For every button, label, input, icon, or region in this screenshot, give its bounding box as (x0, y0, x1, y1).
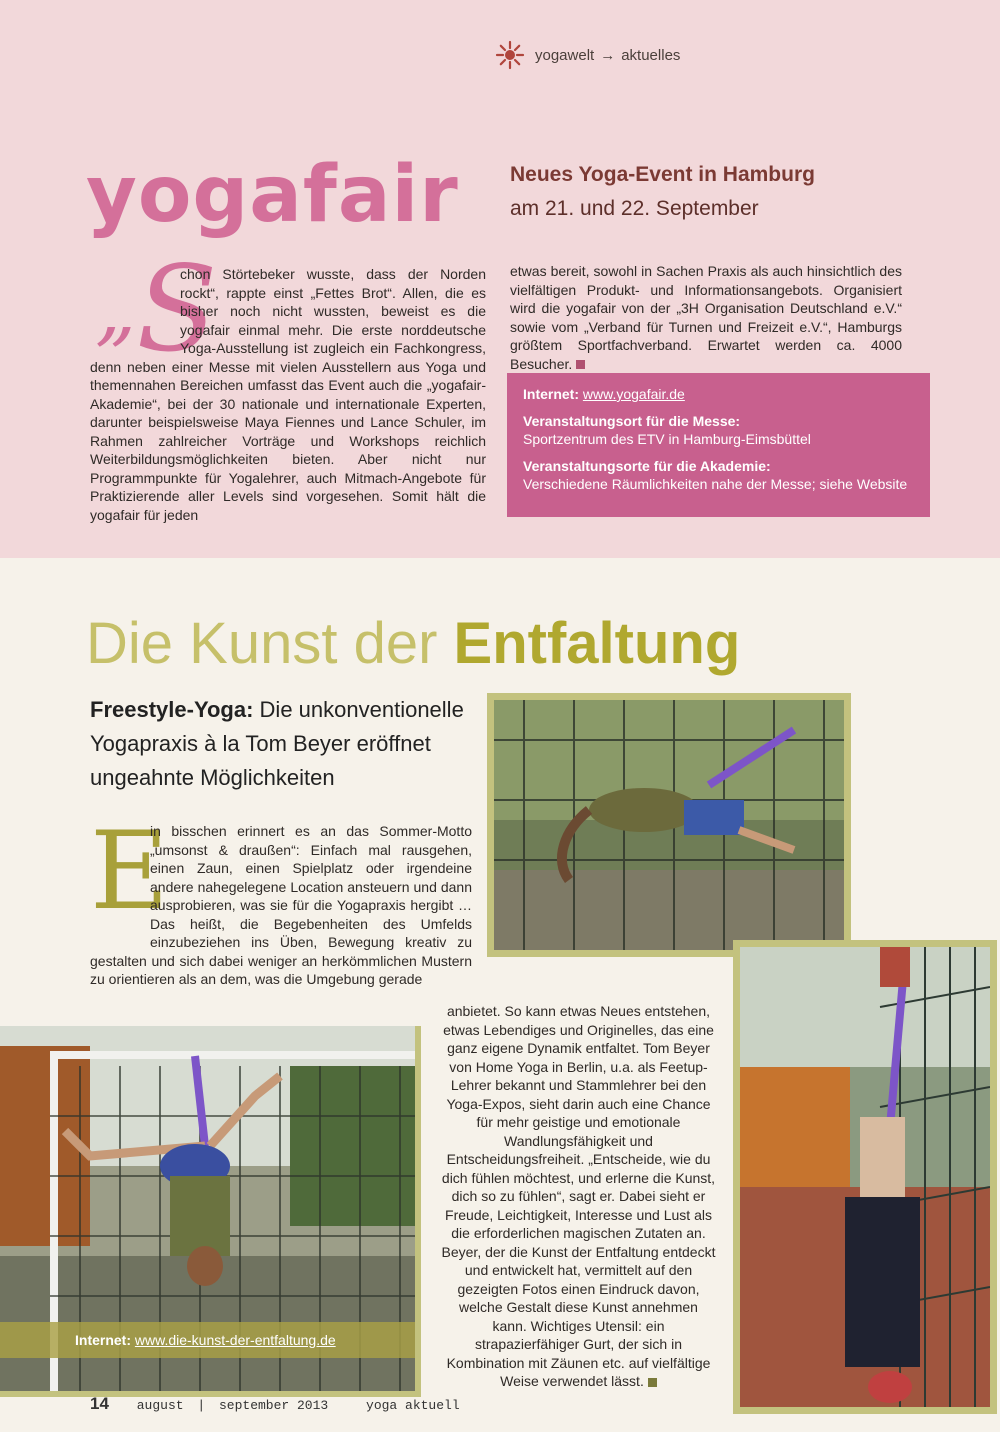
page-footer (90, 1394, 690, 1414)
event-date: am 21. und 22. September (510, 197, 759, 220)
info-row-internet (523, 385, 930, 403)
caption-label-internet: Internet: (75, 1332, 131, 1348)
title-light-part: Die Kunst der (86, 611, 438, 676)
info-value-venue: Sportzentrum des ETV in Hamburg-Eimsbüttel (523, 431, 811, 447)
section-breadcrumb (495, 40, 680, 70)
drop-cap-letter: S (136, 240, 218, 378)
kunst-column-right (440, 1002, 717, 1391)
yogafair-column-left (90, 265, 486, 525)
subtitle-rest: Die unkonventionelle Yogapraxis à la Tom Beyer eröffnet ungeahnte Möglichkeiten (90, 697, 464, 790)
photo-fence-inversion (733, 940, 997, 1414)
breadcrumb-aktuelles[interactable]: aktuelles (621, 46, 681, 64)
kunst-text-right: anbietet. So kann etwas Neues entstehen, etwas Lebendiges und Originelles, das eine ganz eigene Dynamik entfaltet. Tom Beyer von Home Yoga in Berlin, u.a. als Feetup-Lehrer bekannt und Stammlehrer bei den Yoga-Expos, sieht darin auch eine Chance für mehr geistige und emotionale Wandlungsfähigkeit und Entscheidungsfreiheit. „Entscheide, wie du dich fühlen möchtest, und erlerne die Kunst, dich so zu fühlen“, sagt er. Dabei sieht er Freude, Leichtigkeit, Interesse und Lust als die erforderlichen magischen Zutaten an. Beyer, der die Kunst der Entfaltung entdeckt und entwickelt hat, vermittelt auf den gezeigten Fotos einen Eindruck davon, welche Gestalt diese Kunst annehmen kann. Wichtiges Utensil: ein strapazierfähiger Gurt, der sich in Kombination mit Zäunen etc. auf vielfältige Weise verwendet lässt. (441, 1003, 716, 1389)
breadcrumb-arrow: → (600, 46, 616, 64)
info-label-venue: Veranstaltungsort für die Messe: (523, 413, 741, 429)
issue-year: september 2013 (218, 1398, 329, 1413)
info-value-academy: Verschiedene Räumlichkeiten nahe der Messe; siehe Website (523, 476, 908, 492)
info-label-internet: Internet: (523, 386, 579, 402)
subtitle-lead: Freestyle-Yoga: (90, 697, 254, 722)
article-title-yogafair: yogafair (86, 150, 459, 240)
info-row-academy (523, 457, 930, 493)
end-mark (648, 1378, 657, 1387)
page-number: 14 (90, 1394, 109, 1413)
end-mark (576, 360, 585, 369)
event-info-box (507, 373, 930, 517)
kunst-column-left (90, 822, 472, 989)
kunst-text-left: in bisschen erinnert es an das Sommer-Motto „umsonst & draußen“: Einfach mal rausgehen, einen Zaun, einen Spielplatz oder irgendeine andere nahegelegene Location ansteuern und dann ausprobieren, was sie für die Yogapraxis hergibt … Das heißt, die Begebenheiten des Umfelds einzubeziehen ins Üben, Bewegung kreativ zu gestalten und sich dabei weniger an herkömmlichen Mustern zu orientieren als an dem, was die Umgebung gerade (90, 823, 472, 987)
drop-cap-quote: „ (95, 262, 137, 355)
yogafair-website-link[interactable]: www.yogafair.de (582, 386, 685, 402)
kunst-website-link[interactable]: www.die-kunst-der-entfaltung.de (134, 1332, 336, 1348)
breadcrumb-yogawelt[interactable]: yogawelt (535, 46, 595, 64)
info-row-venue (523, 412, 930, 448)
drop-cap-space (90, 822, 150, 934)
title-bold-part: Entfaltung (453, 611, 741, 676)
event-heading: Neues Yoga-Event in Hamburg (510, 163, 815, 186)
info-label-academy: Veranstaltungsorte für die Akademie: (523, 458, 771, 474)
footer-separator: | (197, 1398, 206, 1413)
magazine-name: yoga aktuell (366, 1398, 460, 1413)
yogafair-text-right: etwas bereit, sowohl in Sachen Praxis als auch hinsichtlich des vielfältigen Produkt- und Informationsangebots. Organisiert wird die yogafair von der „3H Organisation Deutschland e.V.“ sowie vom „Verband für Turnen und Freizeit e.V.“, Hamburgs größtem Sportfachverband. Erwartet werden ca. 4000 Besucher. (510, 263, 902, 372)
drop-cap-e: E (90, 809, 169, 934)
photo-caption-bar (0, 1322, 415, 1358)
issue-month: august (136, 1398, 184, 1413)
photo-fence-backbend (487, 693, 851, 957)
yogafair-column-right (510, 262, 902, 373)
drop-cap-space (90, 265, 180, 357)
yogafair-text-left: chon Störtebeker wusste, dass der Norden rockt“, rappte einst „Fettes Brot“. Allen, die es bisher noch nicht wussten, beweist es die yogafair einmal mehr. Die erste norddeutsche Yoga-Ausstellung ist zugleich ein Fachkongress, denn neben einer Messe mit vielen Ausstellern aus Yoga und themennahen Bereichen umfasst das Event auch die „yogafair-Akademie“, bei der 30 nationale und internationale Experten, darunter beispielsweise Maya Fiennes und Lance Schuler, im Rahmen zahlreicher Vorträge und Workshops reichlich Weiterbildungsmöglichkeiten bieten. Aber nicht nur Programmpunkte für Yogalehrer, auch Mitmach-Angebote für Praktizierende aller Levels sind vorgesehen. Somit hält die yogafair für jeden (90, 266, 486, 523)
article-title-kunst (86, 610, 740, 677)
lotus-flower-icon (495, 40, 525, 70)
article-subtitle (90, 693, 490, 795)
